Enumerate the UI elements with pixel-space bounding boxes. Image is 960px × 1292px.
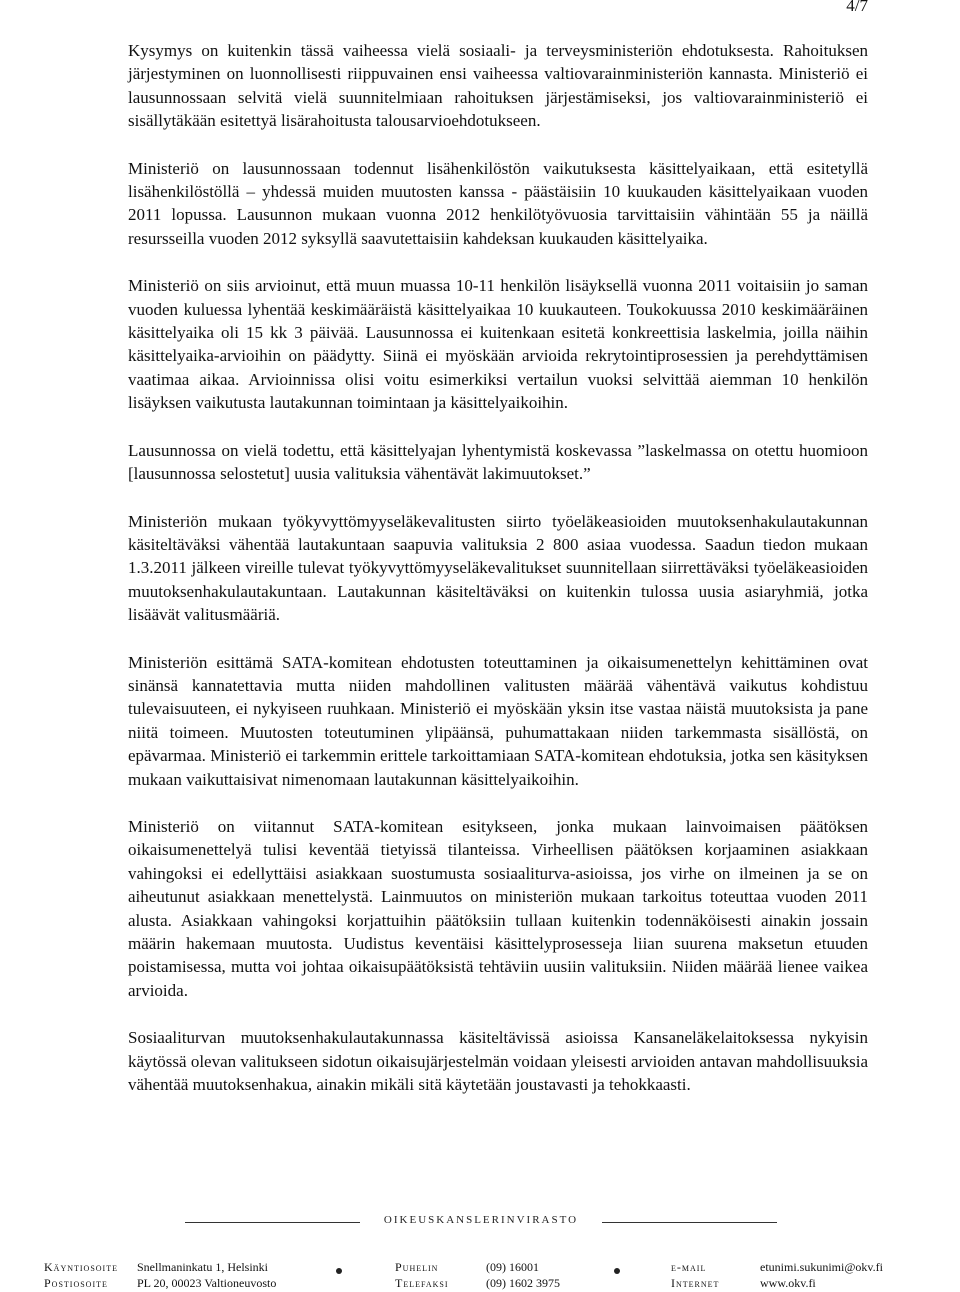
paragraph-2: Ministeriö on lausunnossaan todennut lisähenkilöstön vaikutuksesta käsittelyaikaan, että esitetyllä lisähenkilöstöllä – yhdessä muiden muutosten kanssa - päästäisiin 10 kuukauden käsittelyaikaan vuoden 2011 lopussa. Lausunnon mukaan vuonna 2012 henkilötyövuosia tarvittaisiin vähintään 55 ja näillä resursseilla vuoden 2012 syksyllä saavutettaisiin kahdeksan kuukauden käsittelyaika. bbox=[128, 158, 868, 248]
footer-rule-left bbox=[185, 1222, 360, 1223]
paragraph-1: Kysymys on kuitenkin tässä vaiheessa vielä sosiaali- ja terveysministeriön ehdotuksesta. Rahoituksen järjestyminen on luonnollisesti riippuvainen ensi vaiheessa valtiovarainministeriön kannasta. Ministeriö ei lausunnossaan selvitä vielä suunnitelmiaan rahoituksen järjestämiseksi, jos valtiovarainministeriö ei sisällytäkään esitettyä lisärahoitusta talousarvioehdotukseen. bbox=[128, 41, 868, 131]
page-number: 4/7 bbox=[846, 0, 868, 15]
internet-label: Internet bbox=[671, 1276, 720, 1290]
paragraph-5: Ministeriön mukaan työkyvyttömyyseläkevalitusten siirto työeläkeasioiden muutoksenhakulautakunnan käsiteltäväksi vähentää lautakuntaan saapuvia valituksia 2 800 asiaa vuodessa. Saadun tiedon mukaan 1.3.2011 jälkeen vireille tulevat työkyvyttömyyseläkevalitukset suunnitellaan siirrettäväksi työeläkeasioiden muutoksenhakulautakuntaan. Lautakunnan käsiteltäväksi on kuitenkin tulossa uusia asiaryhmiä, jotka lisäävät valitusmääriä. bbox=[128, 511, 868, 625]
phone-label: Puhelin bbox=[395, 1260, 439, 1274]
website-address: www.okv.fi bbox=[760, 1276, 816, 1290]
paragraph-3: Ministeriö on siis arvioinut, että muun muassa 10-11 henkilön lisäyksellä vuonna 2011 voitaisiin jo saman vuoden kuluessa lyhentää keskimääräistä käsittelyaikaa 10 kuukauteen. Toukokuussa 2010 keskimääräinen käsittelyaika oli 15 kk 3 päivää. Lausunnossa ei kuitenkaan esitetä konkreettisia laskelmia, joilla näihin käsittelyaika-arvioihin on päädytty. Siinä ei myöskään arvioida rekrytointiprosessien ja perehdyttämisen vaatimaa aikaa. Arvioinnissa olisi voitu esimerkiksi vertailun vuoksi selvittää aiemman 10 henkilön lisäyksen vaikutusta lautakunnan toimintaan ja käsittelyaikoihin. bbox=[128, 276, 868, 413]
footer-organization: OIKEUSKANSLERINVIRASTO bbox=[383, 1214, 579, 1226]
visiting-address: Snellmaninkatu 1, Helsinki bbox=[137, 1260, 268, 1274]
email-address: etunimi.sukunimi@okv.fi bbox=[760, 1260, 883, 1274]
paragraph-7: Ministeriö on viitannut SATA-komitean esitykseen, jonka mukaan lainvoimaisen päätöksen oikaisumenettelyä tulisi keventää tietyissä tilanteissa. Virheellisen päätöksen korjaaminen asiakkaan vahingoksi ei edellyttäisi asiakkaan suostumusta sosiaaliturva-asioissa, jos virhe on ilmeinen ja se on aiheutunut asiakkaan menettelystä. Lainmuutos on ministeriön mukaan tarkoitus toteuttaa vuoden 2011 alusta. Asiakkaan vahingoksi korjattuihin päätöksiin tullaan kuitenkin todennäköisesti ainakin jossain määrin hakemaan muutosta. Uudistus keventäisi käsittelyprosesseja liian suurena maksetun etuuden poistamisessa, mutta voi johtaa oikaisupäätöksistä tehtäviin uusiin valituksiin. Niiden määrää lienee vaikea arvioida. bbox=[128, 816, 868, 1000]
footer-row-2 bbox=[0, 1274, 960, 1292]
phone-number: (09) 16001 bbox=[486, 1260, 539, 1274]
fax-label: Telefaksi bbox=[395, 1276, 449, 1290]
email-label: e-mail bbox=[671, 1260, 707, 1274]
letterhead-footer bbox=[0, 1200, 960, 1291]
postal-address: PL 20, 00023 Valtioneuvosto bbox=[137, 1276, 277, 1290]
postal-address-label: Postiosoite bbox=[44, 1276, 108, 1290]
fax-number: (09) 1602 3975 bbox=[486, 1276, 560, 1290]
paragraph-4: Lausunnossa on vielä todettu, että käsittelyajan lyhentymistä koskevassa ”laskelmassa on otettu huomioon [lausunnossa selostetut] uusia valituksia vähentävät lakimuutokset.” bbox=[128, 440, 868, 484]
footer-rule-right bbox=[602, 1222, 777, 1223]
visiting-address-label: Käyntiosoite bbox=[44, 1260, 118, 1274]
paragraph-8: Sosiaaliturvan muutoksenhakulautakunnassa käsiteltävissä asioissa Kansaneläkelaitoksessa nykyisin käytössä olevan valitukseen sidotun oikaisujärjestelmän voidaan yleisesti arvioiden antavan mahdollisuuksia vähentää muutoksenhakua, ainakin mikäli sitä käytetään joustavasti ja tehokkaasti. bbox=[128, 1028, 868, 1095]
document-body bbox=[128, 39, 868, 1120]
paragraph-6: Ministeriön esittämä SATA-komitean ehdotusten toteuttaminen ja oikaisumenettelyn kehittäminen ovat sinänsä kannatettavia mutta niiden mahdollinen valitusten määrää vähentävä vaikutus kohdistuu tulevaisuuteen, ei nykyiseen ruuhkaan. Ministeriö ei myöskään yksin itse vastaa näistä muutoksista ja pane niitä toimeen. Muutosten toteutuminen ylipäänsä, puhumattakaan niiden tarkemmasta sisällöstä, on epävarmaa. Ministeriö ei tarkemmin erittele tarkoittamiaan SATA-komitean ehdotuksia, jotka sen käsityksen mukaan vaikuttaisivat nimenomaan lautakunnan käsittelyaikoihin. bbox=[128, 652, 868, 789]
